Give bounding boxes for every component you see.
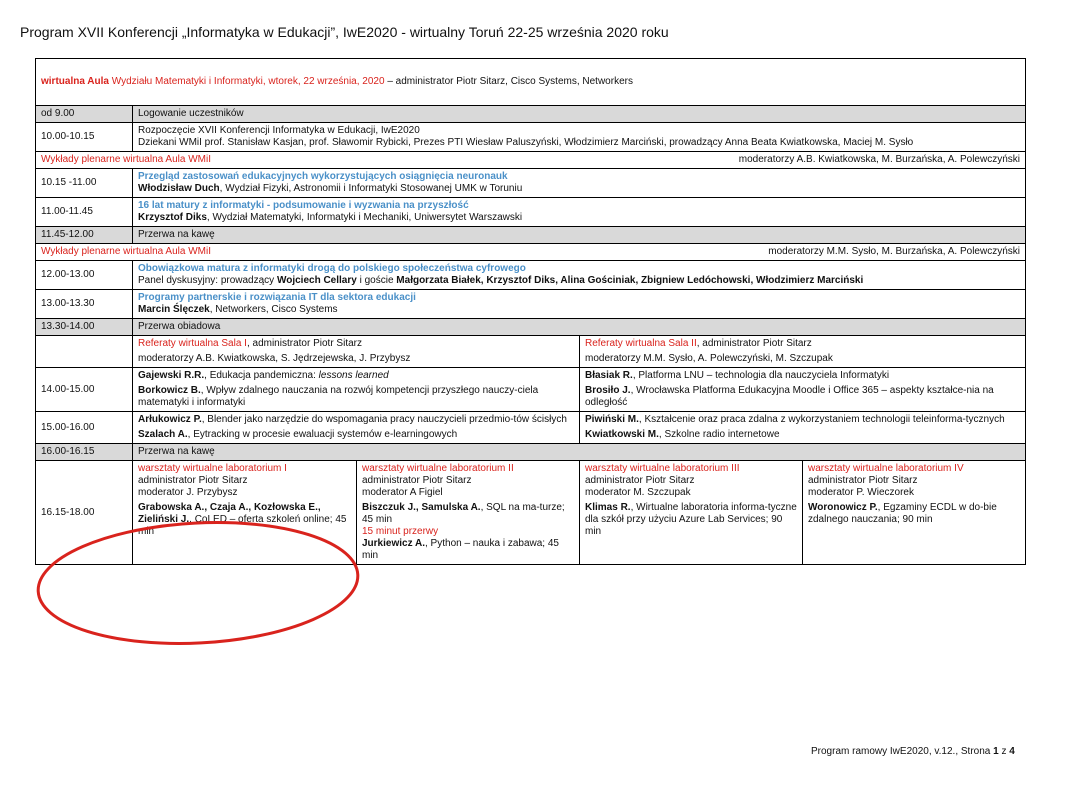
table-row: 10.00-10.15 Rozpoczęcie XVII Konferencji Informatyka w Edukacji, IwE2020 Dziekani WMiI prof. Stanisław Kasjan, prof. Sławomir Rybicki, Prezes PTI Wiesław Paluszyński, Włodzimierz Marciński, prowadzący Anna Beata Kwiatkowska, Maciej M. Sysło <box>36 123 1026 152</box>
room-cell: Referaty wirtualna Sala II, administrator Piotr Sitarz moderatorzy M.M. Sysło, A. Polewczyński, M. Szczupak <box>580 336 1026 368</box>
time-cell: 11.45-12.00 <box>36 227 133 244</box>
header-cell: wirtualna Aula Wydziału Matematyki i Informatyki, wtorek, 22 września, 2020 – administrator Piotr Sitarz, Cisco Systems, Networkers <box>36 59 1026 106</box>
time-cell: 13.00-13.30 <box>36 290 133 319</box>
time-cell: 14.00-15.00 <box>36 368 133 412</box>
table-row: 13.00-13.30 Programy partnerskie i rozwiązania IT dla sektora edukacji Marcin Ślęczek, Networkers, Cisco Systems <box>36 290 1026 319</box>
time-cell <box>36 336 133 368</box>
room-cell: Referaty wirtualna Sala I, administrator Piotr Sitarz moderatorzy A.B. Kwiatkowska, S. Jędrzejewska, J. Przybysz <box>133 336 580 368</box>
section-row: Wykłady plenarne wirtualna Aula WMiI moderatorzy M.M. Sysło, M. Burzańska, A. Polewczyński <box>36 244 1026 261</box>
workshop-cell: warsztaty wirtualne laboratorium IV administrator Piotr Sitarz moderator P. Wieczorek Woronowicz P., Egzaminy ECDL w do-bie zdalnego nauczania; 90 min <box>803 461 1026 565</box>
time-cell: 13.30-14.00 <box>36 319 133 336</box>
time-cell: 16.15-18.00 <box>36 461 133 565</box>
table-row: 16.00-16.15 Przerwa na kawę <box>36 444 1026 461</box>
table-row: od 9.00 Logowanie uczestników <box>36 106 1026 123</box>
table-row <box>36 336 1026 368</box>
table-row: 11.00-11.45 16 lat matury z informatyki - podsumowanie i wyzwania na przyszłość Krzysztof Diks, Wydział Matematyki, Informatyki i Mechaniki, Uniwersytet Warszawski <box>36 198 1026 227</box>
time-cell: 11.00-11.45 <box>36 198 133 227</box>
time-cell: 15.00-16.00 <box>36 412 133 444</box>
table-row: 13.30-14.00 Przerwa obiadowa <box>36 319 1026 336</box>
table-row: 15.00-16.00 Arłukowicz P., Blender jako narzędzie do wspomagania pracy nauczycieli przedmio-tów ścisłych Szalach A., Eytracking w procesie ewaluacji systemów e-learningowych Piwiński M., Kształcenie oraz praca zdalna z wykorzystaniem technologii teleinforma-tycznych Kwiatkowski M., Szkolne radio internetowe <box>36 412 1026 444</box>
table-row: 14.00-15.00 Gajewski R.R., Edukacja pandemiczna: lessons learned Borkowicz B., Wpływ zdalnego nauczania na rozwój kompetencji przyszłego nauczy-ciela matematyki i informatyki Błasiak R., Platforma LNU – technologia dla nauczyciela Informatyki Brosiło J., Wrocławska Platforma Edukacyjna Moodle i Office 365 – aspekty kształce-nia na odległość <box>36 368 1026 412</box>
page-footer: Program ramowy IwE2020, v.12., Strona 1 z 4 <box>811 746 1015 757</box>
workshop-cell: warsztaty wirtualne laboratorium II administrator Piotr Sitarz moderator A Figiel Biszczuk J., Samulska A., SQL na ma-turze; 45 min 15 minut przerwy Jurkiewicz A., Python – nauka i zabawa; 45 min <box>357 461 580 565</box>
workshop-cell: warsztaty wirtualne laboratorium I administrator Piotr Sitarz moderator J. Przybysz Grabowska A., Czaja A., Kozłowska E., Zieliński J., CoLED – oferta szkoleń online; 45 min <box>133 461 357 565</box>
time-cell: od 9.00 <box>36 106 133 123</box>
table-row: 10.15 -11.00 Przegląd zastosowań edukacyjnych wykorzystujących osiągnięcia neuronauk Włodzisław Duch, Wydział Fizyki, Astronomii i Informatyki Stosowanej UMK w Toruniu <box>36 169 1026 198</box>
table-row <box>36 461 1026 565</box>
workshop-cell: warsztaty wirtualne laboratorium III administrator Piotr Sitarz moderator M. Szczupak Klimas R., Wirtualne laboratoria informa-tyczne dla szkół przy użyciu Azure Lab Services; 90 min <box>580 461 803 565</box>
table-row <box>36 59 1026 106</box>
table-row: 12.00-13.00 Obowiązkowa matura z informatyki drogą do polskiego społeczeństwa cyfrowego Panel dyskusyjny: prowadzący Wojciech Cellary i goście Małgorzata Białek, Krzysztof Diks, Alina Gościniak, Zbigniew Ledóchowski, Włodzimierz Marciński <box>36 261 1026 290</box>
program-table <box>35 58 1026 565</box>
time-cell: 12.00-13.00 <box>36 261 133 290</box>
section-row: Wykłady plenarne wirtualna Aula WMiI moderatorzy A.B. Kwiatkowska, M. Burzańska, A. Polewczyński <box>36 152 1026 169</box>
page-title: Program XVII Konferencji „Informatyka w Edukacji”, IwE2020 - wirtualny Toruń 22-25 września 2020 roku <box>20 24 669 40</box>
time-cell: 10.15 -11.00 <box>36 169 133 198</box>
time-cell: 10.00-10.15 <box>36 123 133 152</box>
table-row: 11.45-12.00 Przerwa na kawę <box>36 227 1026 244</box>
time-cell: 16.00-16.15 <box>36 444 133 461</box>
